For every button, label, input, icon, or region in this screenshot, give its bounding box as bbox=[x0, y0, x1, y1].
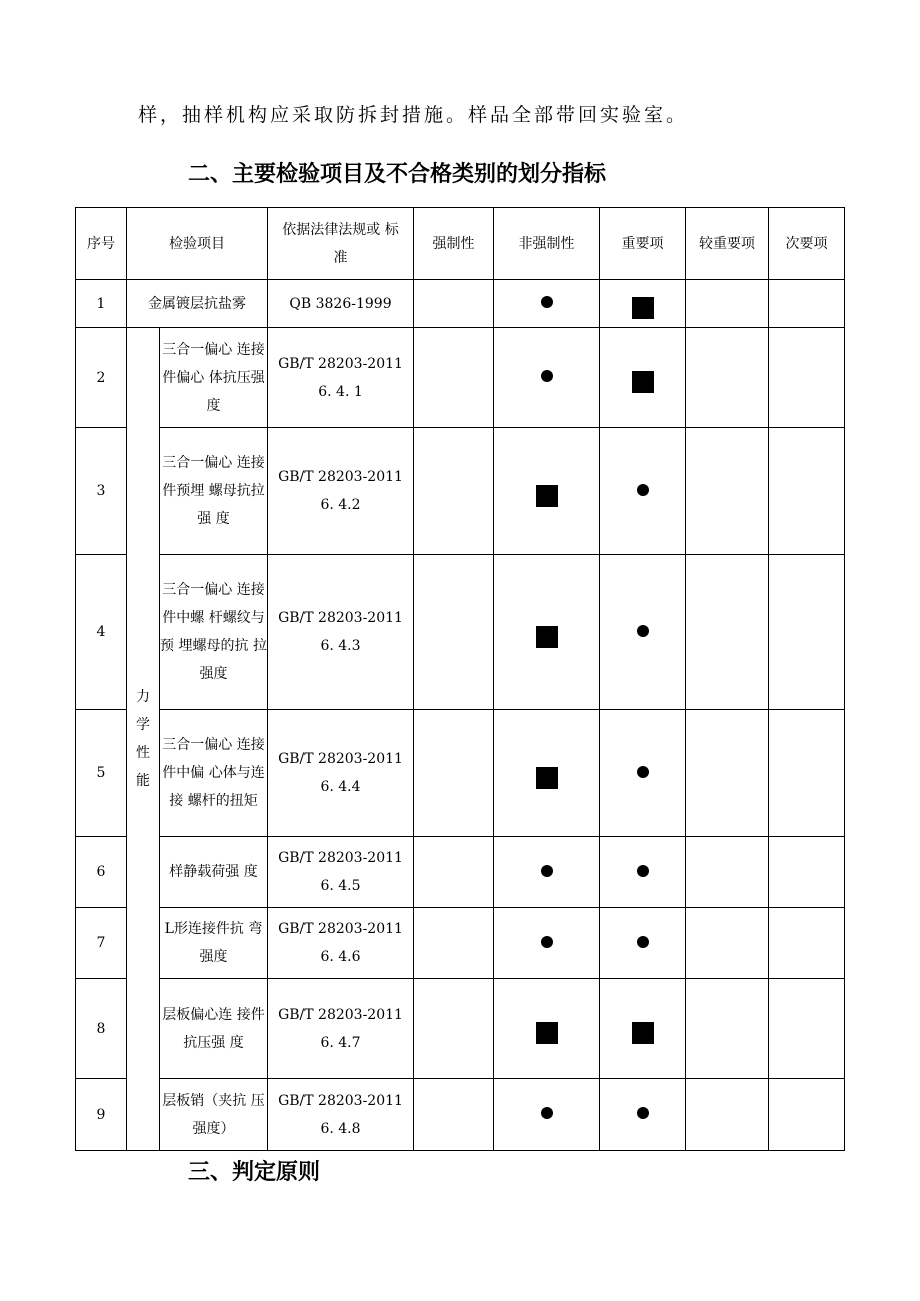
row-important bbox=[600, 710, 686, 837]
table-row bbox=[76, 710, 845, 837]
row-non-mandatory bbox=[494, 428, 600, 555]
row-item: L形连接件抗 弯强度 bbox=[160, 908, 268, 979]
row-standard-code: GB/T 28203-2011 bbox=[278, 751, 403, 767]
row-fairly-important bbox=[686, 328, 769, 428]
dot-mark-icon bbox=[541, 865, 553, 877]
row-standard-clause: 6. 4.6 bbox=[320, 949, 361, 965]
row-standard-code: GB/T 28203-2011 bbox=[278, 355, 403, 372]
row-minor bbox=[769, 837, 845, 908]
row-standard-clause: 6. 4. 1 bbox=[318, 383, 363, 400]
mark-8-important bbox=[632, 1022, 654, 1044]
row-seq: 9 bbox=[76, 1079, 127, 1151]
mark-4-important bbox=[637, 625, 649, 637]
row-mandatory bbox=[414, 1079, 494, 1151]
row-non-mandatory bbox=[494, 280, 600, 328]
group-label-char: 学 bbox=[136, 717, 150, 733]
row-mandatory bbox=[414, 908, 494, 979]
dot-mark-icon bbox=[637, 936, 649, 948]
row-important bbox=[600, 979, 686, 1079]
table-row bbox=[76, 908, 845, 979]
row-standard bbox=[268, 428, 414, 555]
row-item: 层板偏心连 接件抗压强 度 bbox=[160, 979, 268, 1079]
mark-6-non_mandatory bbox=[541, 865, 553, 877]
row-non-mandatory bbox=[494, 710, 600, 837]
mark-3-important bbox=[637, 484, 649, 496]
row-item: 样静载荷强 度 bbox=[160, 837, 268, 908]
row-important bbox=[600, 1079, 686, 1151]
section-3-title: 三、判定原则 bbox=[188, 1160, 321, 1185]
row-standard-code: GB/T 28203-2011 bbox=[278, 1092, 403, 1109]
row-mandatory bbox=[414, 328, 494, 428]
row-item: 三合一偏心 连接件中螺 杆螺纹与预 埋螺母的抗 拉强度 bbox=[160, 555, 268, 710]
table-row bbox=[76, 280, 845, 328]
mark-9-non_mandatory bbox=[541, 1107, 553, 1119]
row-important bbox=[600, 555, 686, 710]
mark-9-important bbox=[637, 1107, 649, 1119]
row-standard-clause: 6. 4.5 bbox=[320, 878, 361, 894]
dot-mark-icon bbox=[637, 1107, 649, 1119]
mark-7-non_mandatory bbox=[541, 936, 553, 948]
row-standard-clause: 6. 4.4 bbox=[320, 779, 361, 795]
row-minor bbox=[769, 280, 845, 328]
row-mandatory bbox=[414, 710, 494, 837]
square-mark-icon bbox=[536, 485, 558, 507]
row-standard-code: GB/T 28203-2011 bbox=[278, 469, 403, 485]
inspection-table bbox=[75, 207, 845, 1151]
row-non-mandatory bbox=[494, 328, 600, 428]
row-standard-code: GB/T 28203-2011 bbox=[278, 850, 403, 866]
row-standard bbox=[268, 908, 414, 979]
row-important bbox=[600, 908, 686, 979]
row-standard bbox=[268, 555, 414, 710]
row-seq: 6 bbox=[76, 837, 127, 908]
table-row bbox=[76, 837, 845, 908]
row-non-mandatory bbox=[494, 908, 600, 979]
row-mandatory bbox=[414, 555, 494, 710]
row-fairly-important bbox=[686, 710, 769, 837]
mark-2-non_mandatory bbox=[541, 370, 553, 382]
row-fairly-important bbox=[686, 908, 769, 979]
row-seq: 7 bbox=[76, 908, 127, 979]
table-row bbox=[76, 979, 845, 1079]
mark-3-non_mandatory bbox=[536, 485, 558, 507]
row-standard-code: QB 3826-1999 bbox=[289, 295, 392, 312]
row-item: 三合一偏心 连接件中偏 心体与连接 螺杆的扭矩 bbox=[160, 710, 268, 837]
row-standard bbox=[268, 280, 414, 328]
table-row bbox=[76, 555, 845, 710]
square-mark-icon bbox=[632, 297, 654, 319]
dot-mark-icon bbox=[541, 1107, 553, 1119]
row-fairly-important bbox=[686, 280, 769, 328]
row-standard-code: GB/T 28203-2011 bbox=[278, 1006, 403, 1023]
row-mandatory bbox=[414, 428, 494, 555]
dot-mark-icon bbox=[637, 625, 649, 637]
table-row bbox=[76, 1079, 845, 1151]
row-standard bbox=[268, 1079, 414, 1151]
row-important bbox=[600, 280, 686, 328]
row-seq: 1 bbox=[76, 280, 127, 328]
dot-mark-icon bbox=[637, 865, 649, 877]
row-non-mandatory bbox=[494, 555, 600, 710]
square-mark-icon bbox=[536, 767, 558, 789]
table-row bbox=[76, 428, 845, 555]
square-mark-icon bbox=[632, 371, 654, 393]
row-minor bbox=[769, 428, 845, 555]
mark-7-important bbox=[637, 936, 649, 948]
header-minor: 次要项 bbox=[769, 208, 845, 280]
row-standard bbox=[268, 328, 414, 428]
group-label-char: 能 bbox=[136, 773, 150, 789]
row-seq: 4 bbox=[76, 555, 127, 710]
mark-1-non_mandatory bbox=[541, 296, 553, 308]
row-mandatory bbox=[414, 837, 494, 908]
row-seq: 3 bbox=[76, 428, 127, 555]
row-fairly-important bbox=[686, 555, 769, 710]
row-standard-clause: 6. 4.7 bbox=[320, 1034, 361, 1051]
row-minor bbox=[769, 328, 845, 428]
header-seq: 序号 bbox=[76, 208, 127, 280]
row-fairly-important bbox=[686, 1079, 769, 1151]
mark-5-non_mandatory bbox=[536, 767, 558, 789]
square-mark-icon bbox=[632, 1022, 654, 1044]
row-standard-code: GB/T 28203-2011 bbox=[278, 921, 403, 937]
row-minor bbox=[769, 908, 845, 979]
row-minor bbox=[769, 979, 845, 1079]
square-mark-icon bbox=[536, 626, 558, 648]
row-item: 层板销（夹抗 压强度） bbox=[160, 1079, 268, 1151]
dot-mark-icon bbox=[637, 484, 649, 496]
row-fairly-important bbox=[686, 837, 769, 908]
row-standard-clause: 6. 4.3 bbox=[320, 638, 361, 654]
group-label-mechanical bbox=[127, 328, 160, 1151]
header-standard: 依据法律法规或 标准 bbox=[268, 208, 414, 280]
row-seq: 2 bbox=[76, 328, 127, 428]
dot-mark-icon bbox=[637, 766, 649, 778]
mark-1-important bbox=[632, 297, 654, 319]
row-minor bbox=[769, 1079, 845, 1151]
row-item: 三合一偏心 连接件预埋 螺母抗拉强 度 bbox=[160, 428, 268, 555]
table-row bbox=[76, 328, 845, 428]
row-important bbox=[600, 428, 686, 555]
square-mark-icon bbox=[536, 1022, 558, 1044]
header-item: 检验项目 bbox=[127, 208, 268, 280]
row-mandatory bbox=[414, 979, 494, 1079]
mark-8-non_mandatory bbox=[536, 1022, 558, 1044]
mark-2-important bbox=[632, 371, 654, 393]
group-label-char: 性 bbox=[136, 745, 150, 761]
row-item: 金属镀层抗盐雾 bbox=[127, 280, 268, 328]
row-non-mandatory bbox=[494, 837, 600, 908]
mark-5-important bbox=[637, 766, 649, 778]
row-fairly-important bbox=[686, 979, 769, 1079]
section-2-title: 二、主要检验项目及不合格类别的划分指标 bbox=[188, 162, 607, 187]
header-row bbox=[76, 208, 845, 280]
row-minor bbox=[769, 555, 845, 710]
row-non-mandatory bbox=[494, 1079, 600, 1151]
row-seq: 5 bbox=[76, 710, 127, 837]
mark-4-non_mandatory bbox=[536, 626, 558, 648]
row-standard bbox=[268, 837, 414, 908]
header-mandatory: 强制性 bbox=[414, 208, 494, 280]
row-standard bbox=[268, 710, 414, 837]
row-non-mandatory bbox=[494, 979, 600, 1079]
intro-paragraph: 样，抽样机构应采取防拆封措施。样品全部带回实验室。 bbox=[138, 104, 689, 126]
header-non-mandatory: 非强制性 bbox=[494, 208, 600, 280]
row-standard-clause: 6. 4.8 bbox=[320, 1120, 361, 1137]
row-standard-code: GB/T 28203-2011 bbox=[278, 610, 403, 626]
row-important bbox=[600, 837, 686, 908]
row-standard bbox=[268, 979, 414, 1079]
row-standard-clause: 6. 4.2 bbox=[320, 497, 361, 513]
row-seq: 8 bbox=[76, 979, 127, 1079]
row-item: 三合一偏心 连接件偏心 体抗压强度 bbox=[160, 328, 268, 428]
row-important bbox=[600, 328, 686, 428]
header-fairly-important: 较重要项 bbox=[686, 208, 769, 280]
dot-mark-icon bbox=[541, 296, 553, 308]
row-fairly-important bbox=[686, 428, 769, 555]
group-label-char: 力 bbox=[136, 689, 150, 705]
row-minor bbox=[769, 710, 845, 837]
row-mandatory bbox=[414, 280, 494, 328]
dot-mark-icon bbox=[541, 370, 553, 382]
mark-6-important bbox=[637, 865, 649, 877]
dot-mark-icon bbox=[541, 936, 553, 948]
header-important: 重要项 bbox=[600, 208, 686, 280]
